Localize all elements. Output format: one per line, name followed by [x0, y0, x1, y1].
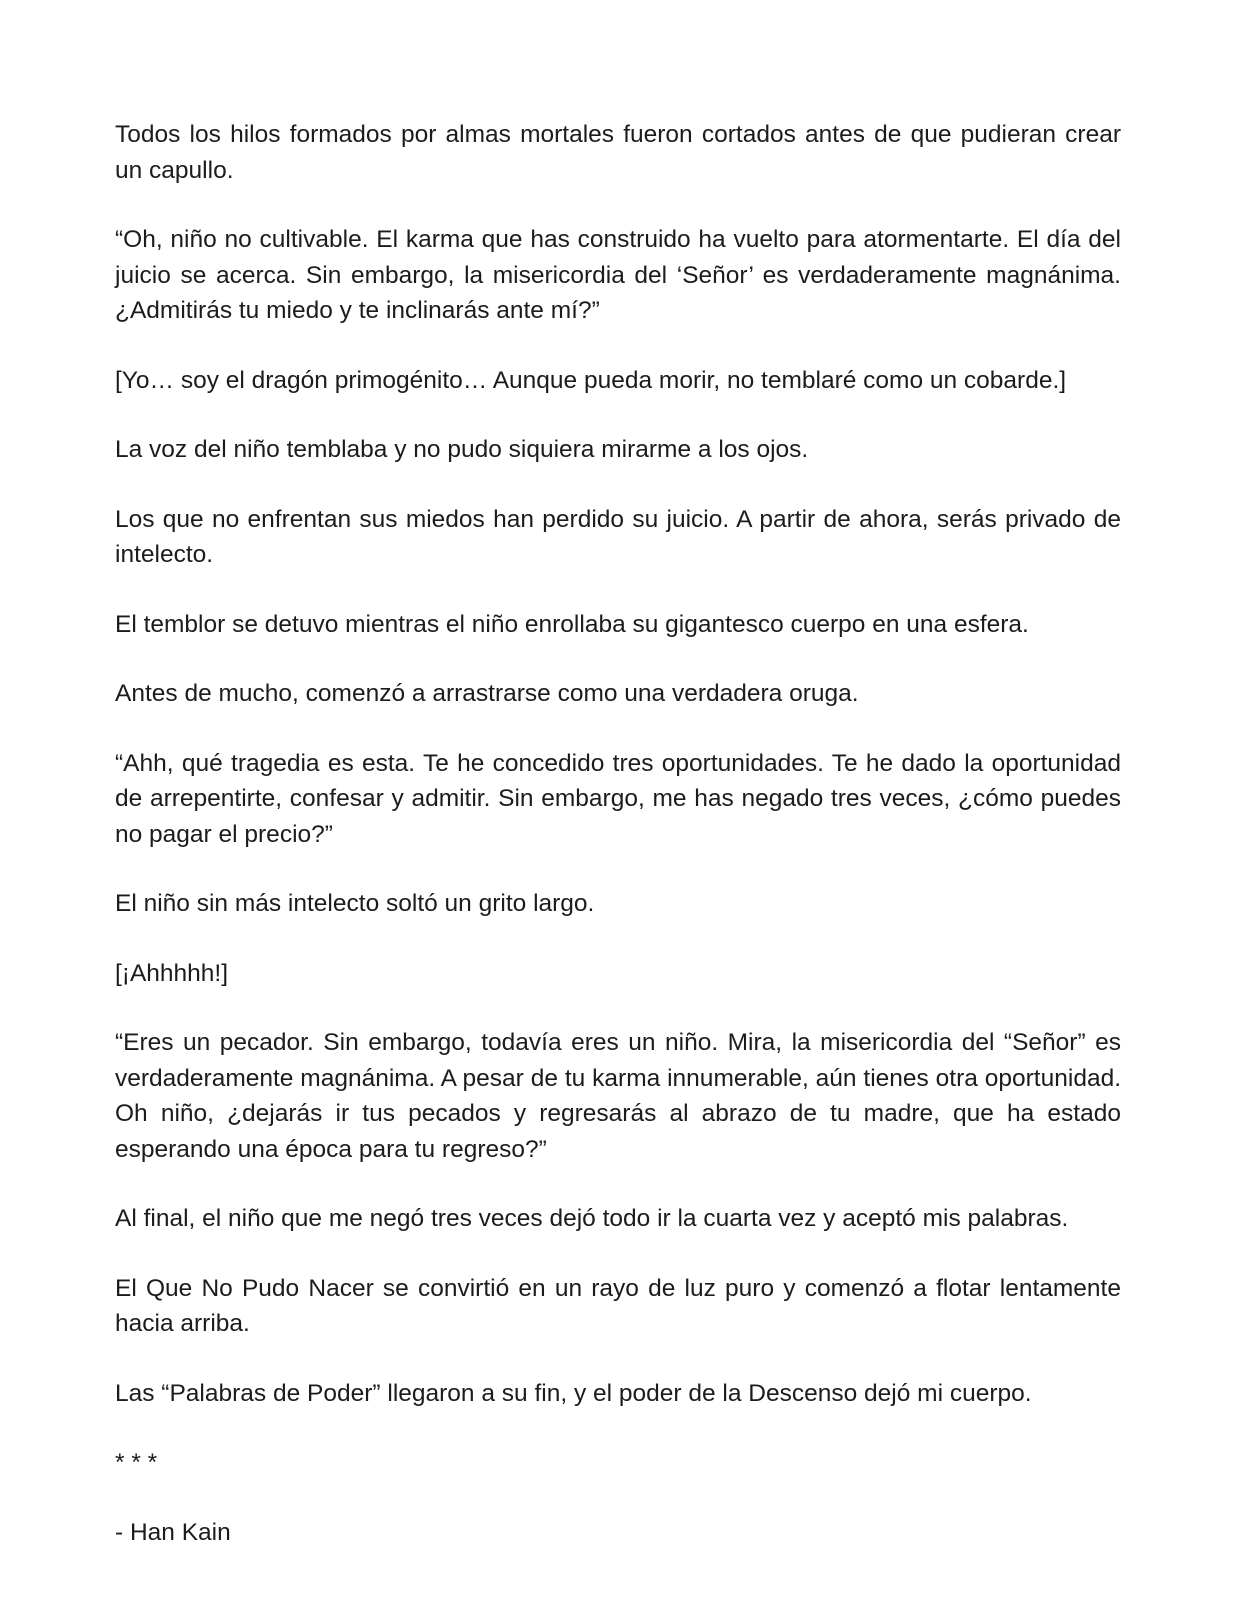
paragraph: El temblor se detuvo mientras el niño enrollaba su gigantesco cuerpo en una esfera. [115, 610, 1029, 638]
paragraph: Antes de mucho, comenzó a arrastrarse como una verdadera oruga. [115, 680, 859, 707]
author-signature: - Han Kain [115, 1518, 231, 1546]
paragraph: Los que no enfrentan sus miedos han perdido su juicio. A partir de ahora, serás privado de intelecto. [115, 505, 1121, 568]
paragraph: [¡Ahhhhh!] [115, 959, 229, 987]
paragraph: Todos los hilos formados por almas mortales fueron cortados antes de que pudieran crear un capullo. [115, 121, 1121, 184]
paragraph: [Yo… soy el dragón primogénito… Aunque pueda morir, no temblaré como un cobarde.] [115, 366, 1067, 394]
paragraph: “Oh, niño no cultivable. El karma que has construido ha vuelto para atormentarte. El día del juicio se acerca. Sin embargo, la misericordia del ‘Señor’ es verdaderamente magnánima. ¿Admitirás tu miedo y te inclinarás ante mí?” [115, 226, 1121, 324]
paragraph: Las “Palabras de Poder” llegaron a su fin, y el poder de la Descenso dejó mi cuerpo. [115, 1379, 1032, 1407]
paragraph: El niño sin más intelecto soltó un grito largo. [115, 890, 595, 917]
section-separator: * * * [115, 1449, 158, 1476]
paragraph: Al final, el niño que me negó tres veces dejó todo ir la cuarta vez y aceptó mis palabras. [115, 1205, 1069, 1232]
paragraph: “Ahh, qué tragedia es esta. Te he concedido tres oportunidades. Te he dado la oportunidad de arrepentirte, confesar y admitir. Sin embargo, me has negado tres veces, ¿cómo puedes no pagar el precio?” [115, 749, 1121, 848]
paragraph: “Eres un pecador. Sin embargo, todavía eres un niño. Mira, la misericordia del “Señor” es verdaderamente magnánima. A pesar de tu karma innumerable, aún tienes otra oportunidad. Oh niño, ¿dejarás ir tus pecados y regresarás al abrazo de tu madre, que ha estado esperando una época para tu regreso?” [115, 1029, 1121, 1163]
paragraph: La voz del niño temblaba y no pudo siquiera mirarme a los ojos. [115, 436, 809, 463]
paragraph: El Que No Pudo Nacer se convirtió en un rayo de luz puro y comenzó a flotar lentamente hacia arriba. [115, 1274, 1121, 1337]
document-page [115, 117, 1121, 1550]
